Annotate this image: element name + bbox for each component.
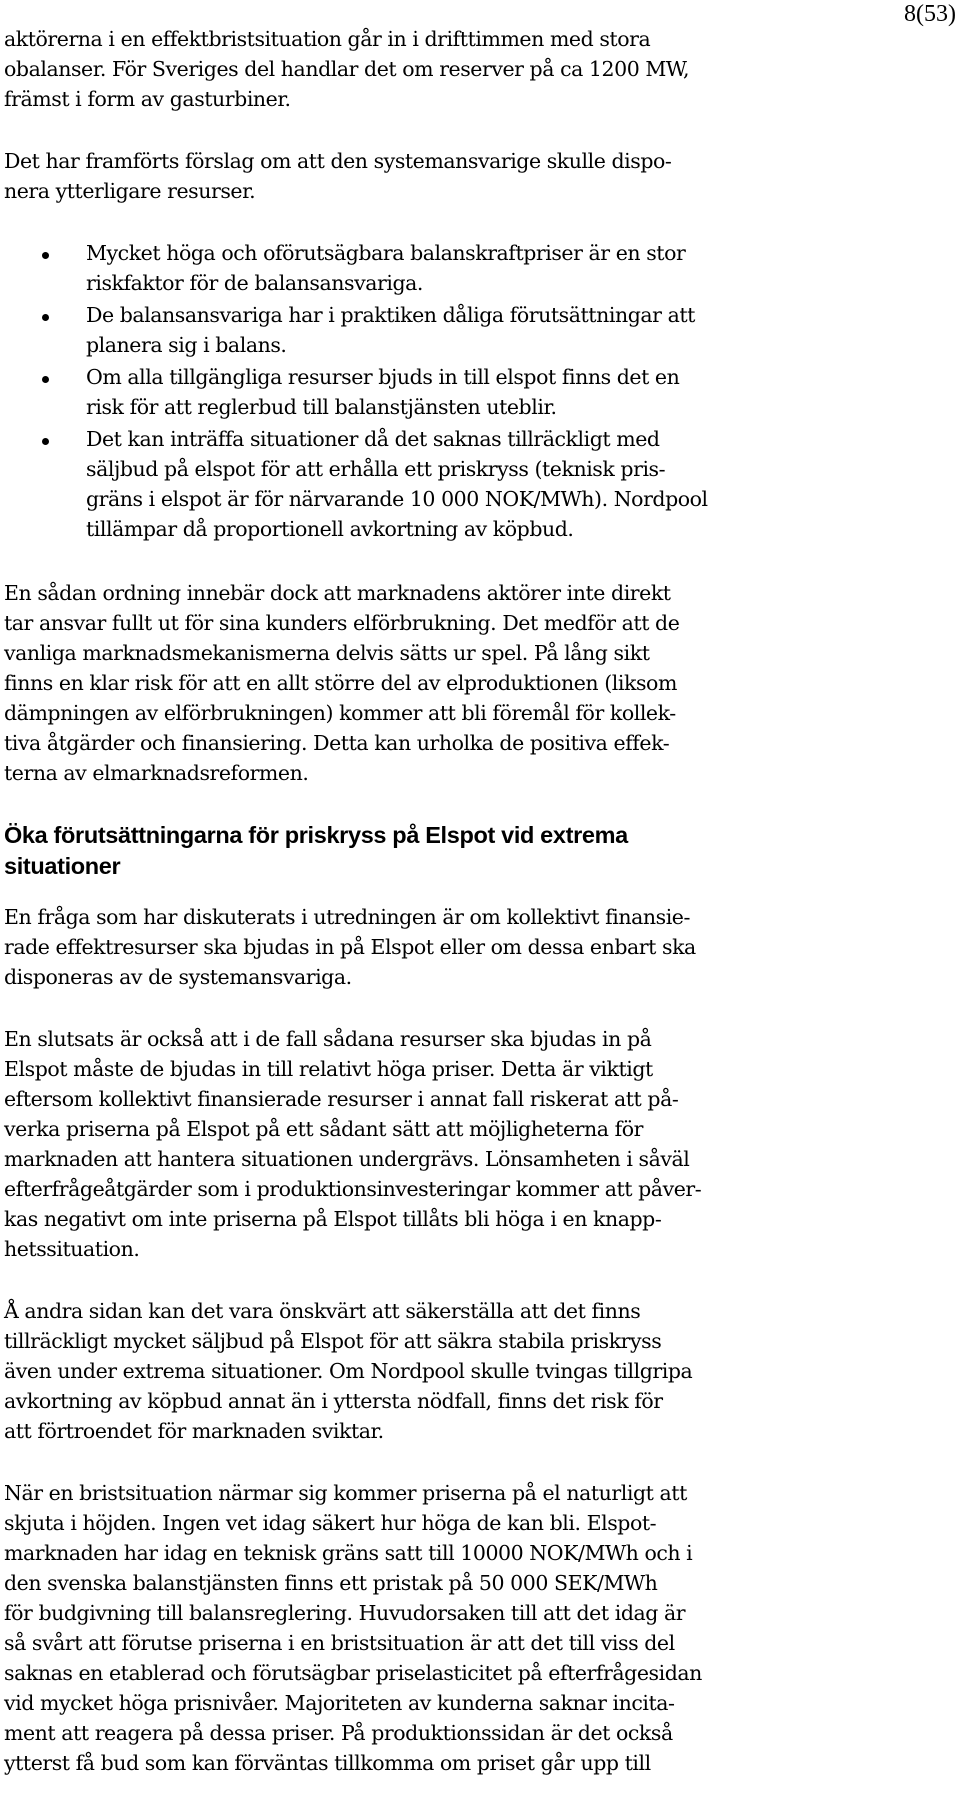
text-line: avkortning av köpbud annat än i yttersta nödfall, finns det risk för [4,1389,663,1413]
bullet-icon [42,314,49,321]
document-body [4,24,904,1778]
text-line: att förtroendet för marknaden sviktar. [4,1419,384,1443]
text-line: efterfrågeåtgärder som i produktionsinvesteringar kommer att påver- [4,1177,702,1201]
text-line: obalanser. För Sveriges del handlar det om reserver på ca 1200 MW, [4,57,690,81]
section-paragraph [4,1024,904,1264]
text-line: risk för att reglerbud till balanstjänsten uteblir. [86,395,557,419]
text-line: främst i form av gasturbiner. [4,87,291,111]
bullet-icon [42,438,49,445]
text-line: Det kan inträffa situationer då det saknas tillräckligt med [86,427,660,451]
bullet-item [4,362,904,422]
heading-line: Öka förutsättningarna för priskryss på Elspot vid extrema [4,822,628,848]
bullet-item [4,238,904,298]
page-number: 8(53) [904,1,956,27]
text-line: dämpningen av elförbrukningen) kommer att bli föremål för kollek- [4,701,676,725]
text-line: säljbud på elspot för att erhålla ett priskryss (teknisk pris- [86,457,666,481]
text-line: En slutsats är också att i de fall sådana resurser ska bjudas in på [4,1027,652,1051]
text-line: riskfaktor för de balansansvariga. [86,271,423,295]
consequence-paragraph [4,578,904,788]
text-line: rade effektresurser ska bjudas in på Elspot eller om dessa enbart ska [4,935,696,959]
text-line: ment att reagera på dessa priser. På produktionssidan är det också [4,1721,673,1745]
proposal-paragraph [4,146,904,206]
text-line: terna av elmarknadsreformen. [4,761,309,785]
text-line: Elspot måste de bjudas in till relativt höga priser. Detta är viktigt [4,1057,653,1081]
text-line: så svårt att förutse priserna i en bristsituation är att det till viss del [4,1631,675,1655]
text-line: den svenska balanstjänsten finns ett pristak på 50 000 SEK/MWh [4,1571,658,1595]
text-line: Om alla tillgängliga resurser bjuds in till elspot finns det en [86,365,680,389]
text-line: även under extrema situationer. Om Nordpool skulle tvingas tillgripa [4,1359,693,1383]
text-line: vid mycket höga prisnivåer. Majoriteten av kunderna saknar incita- [4,1691,675,1715]
section-paragraph [4,902,904,992]
text-line: En fråga som har diskuterats i utredningen är om kollektivt finansie- [4,905,690,929]
bullet-icon [42,252,49,259]
text-line: tiva åtgärder och finansiering. Detta kan urholka de positiva effek- [4,731,670,755]
bullet-item [4,424,904,544]
bullet-icon [42,376,49,383]
text-line: planera sig i balans. [86,333,287,357]
text-line: När en bristsituation närmar sig kommer priserna på el naturligt att [4,1481,687,1505]
text-line: aktörerna i en effektbristsituation går in i drifttimmen med stora [4,27,651,51]
text-line: gräns i elspot är för närvarande 10 000 NOK/MWh). Nordpool [86,487,708,511]
text-line: Å andra sidan kan det vara önskvärt att säkerställa att det finns [4,1299,641,1323]
text-line: Det har framförts förslag om att den systemansvarige skulle dispo- [4,149,672,173]
intro-paragraph [4,24,904,114]
text-line: för budgivning till balansreglering. Huvudorsaken till att det idag är [4,1601,686,1625]
text-line: marknaden har idag en teknisk gräns satt till 10000 NOK/MWh och i [4,1541,693,1565]
section-heading [4,820,904,882]
section-paragraph [4,1478,904,1778]
text-line: skjuta i höjden. Ingen vet idag säkert hur höga de kan bli. Elspot- [4,1511,657,1535]
text-line: eftersom kollektivt finansierade resurser i annat fall riskerat att på- [4,1087,679,1111]
text-line: vanliga marknadsmekanismerna delvis sätts ur spel. På lång sikt [4,641,650,665]
text-line: tar ansvar fullt ut för sina kunders elförbrukning. Det medför att de [4,611,680,635]
bullet-item [4,300,904,360]
text-line: nera ytterligare resurser. [4,179,256,203]
text-line: tillämpar då proportionell avkortning av köpbud. [86,517,574,541]
text-line: hetssituation. [4,1237,140,1261]
section-paragraph [4,1296,904,1446]
text-line: kas negativt om inte priserna på Elspot tillåts bli höga i en knapp- [4,1207,662,1231]
text-line: marknaden att hantera situationen undergrävs. Lönsamheten i såväl [4,1147,690,1171]
heading-line: situationer [4,853,121,879]
text-line: Mycket höga och oförutsägbara balanskraftpriser är en stor [86,241,686,265]
bullet-list [4,238,904,544]
text-line: finns en klar risk för att en allt större del av elproduktionen (liksom [4,671,677,695]
text-line: saknas en etablerad och förutsägbar priselasticitet på efterfrågesidan [4,1661,702,1685]
text-line: De balansansvariga har i praktiken dåliga förutsättningar att [86,303,695,327]
text-line: En sådan ordning innebär dock att marknadens aktörer inte direkt [4,581,671,605]
text-line: disponeras av de systemansvariga. [4,965,352,989]
text-line: tillräckligt mycket säljbud på Elspot för att säkra stabila priskryss [4,1329,662,1353]
text-line: verka priserna på Elspot på ett sådant sätt att möjligheterna för [4,1117,643,1141]
text-line: ytterst få bud som kan förväntas tillkomma om priset går upp till [4,1751,651,1775]
